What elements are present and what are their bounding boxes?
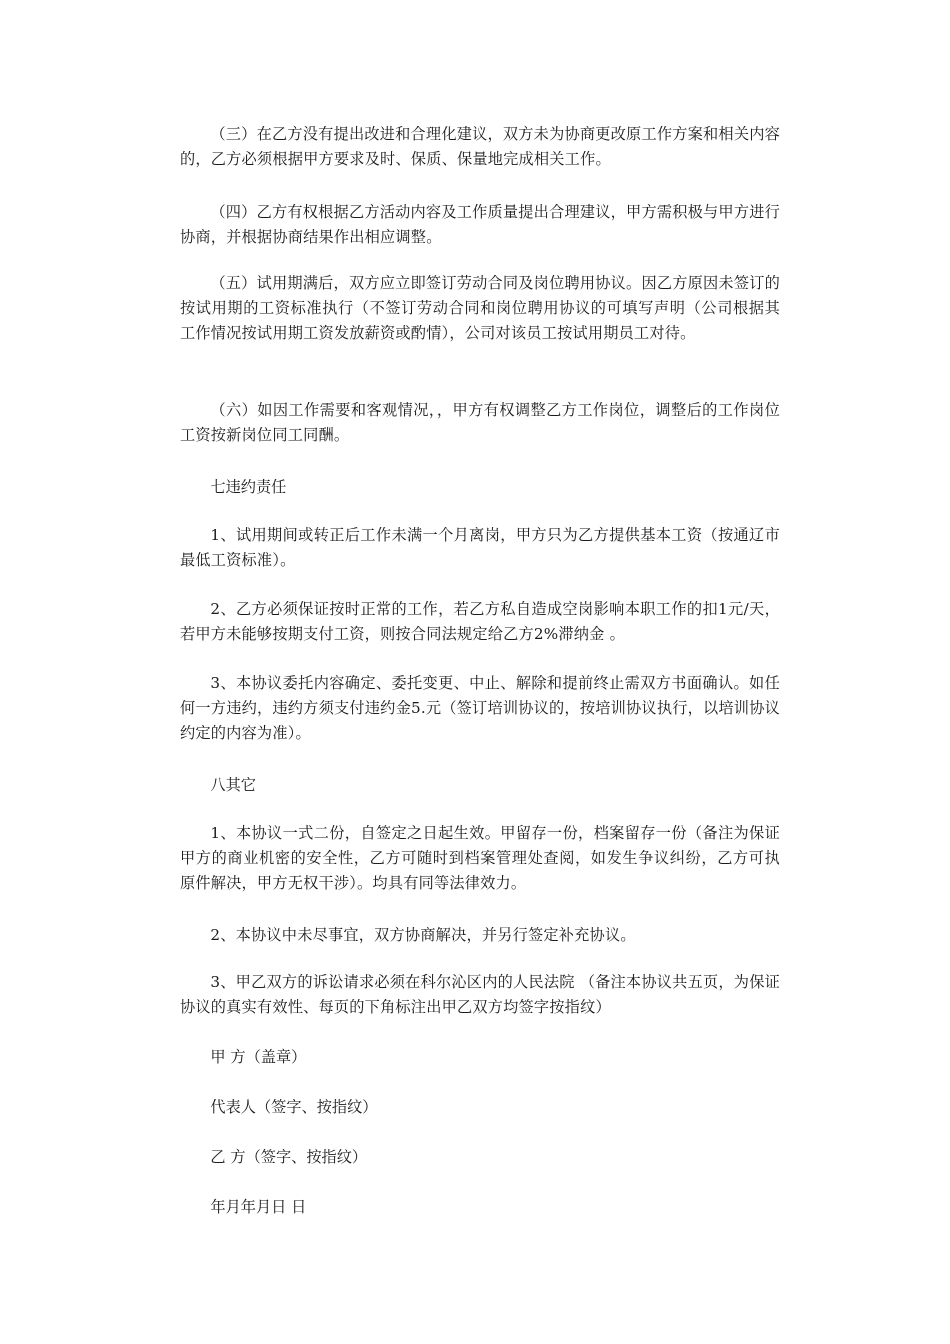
section-7-item-3: 3、本协议委托内容确定、委托变更、中止、解除和提前终止需双方书面确认。如任何一方违约，违约方须支付违约金5.元（签订培训协议的，按培训协议执行，以培训协议约定的内容为准）。 — [180, 674, 780, 742]
party-b-signature: 乙 方（签字、按指纹） — [210, 1148, 368, 1166]
representative-signature: 代表人（签字、按指纹） — [210, 1098, 378, 1116]
section-7-title: 七违约责任 — [210, 478, 287, 496]
section-7-item-2: 2、乙方必须保证按时正常的工作，若乙方私自造成空岗影响本职工作的扣1元/天，若甲方未能够按期支付工资，则按合同法规定给乙方2%滞纳金 。 — [180, 600, 780, 643]
section-8-item-1: 1、本协议一式二份，自签定之日起生效。甲留存一份，档案留存一份（备注为保证甲方的商业机密的安全性，乙方可随时到档案管理处查阅，如发生争议纠纷，乙方可执原件解决，甲方无权干涉）。均具有同等法律效力。 — [180, 824, 780, 892]
clause-4: （四）乙方有权根据乙方活动内容及工作质量提出合理建议，甲方需积极与甲方进行协商，并根据协商结果作出相应调整。 — [180, 203, 780, 246]
clause-3: （三）在乙方没有提出改进和合理化建议，双方未为协商更改原工作方案和相关内容的，乙方必须根据甲方要求及时、保质、保量地完成相关工作。 — [180, 125, 780, 168]
party-a-seal: 甲 方（盖章） — [210, 1048, 307, 1066]
clause-5: （五）试用期满后，双方应立即签订劳动合同及岗位聘用协议。因乙方原因未签订的按试用期的工资标准执行（不签订劳动合同和岗位聘用协议的可填写声明（公司根据其工作情况按试用期工资发放薪资或酌情），公司对该员工按试用期员工对待。 — [180, 274, 780, 342]
section-8-item-2: 2、本协议中未尽事宜，双方协商解决，并另行签定补充协议。 — [210, 926, 636, 944]
contract-page — [180, 0, 780, 1344]
signing-date: 年月年月日 日 — [210, 1198, 307, 1216]
section-7-item-1: 1、试用期间或转正后工作未满一个月离岗，甲方只为乙方提供基本工资（按通辽市最低工资标准）。 — [180, 526, 780, 569]
section-8-title: 八其它 — [210, 776, 256, 794]
section-8-item-3: 3、甲乙双方的诉讼请求必须在科尔沁区内的人民法院 （备注本协议共五页，为保证协议的真实有效性、每页的下角标注出甲乙双方均签字按指纹） — [180, 973, 780, 1016]
clause-6: （六）如因工作需要和客观情况，，甲方有权调整乙方工作岗位，调整后的工作岗位工资按新岗位同工同酬。 — [180, 401, 780, 444]
